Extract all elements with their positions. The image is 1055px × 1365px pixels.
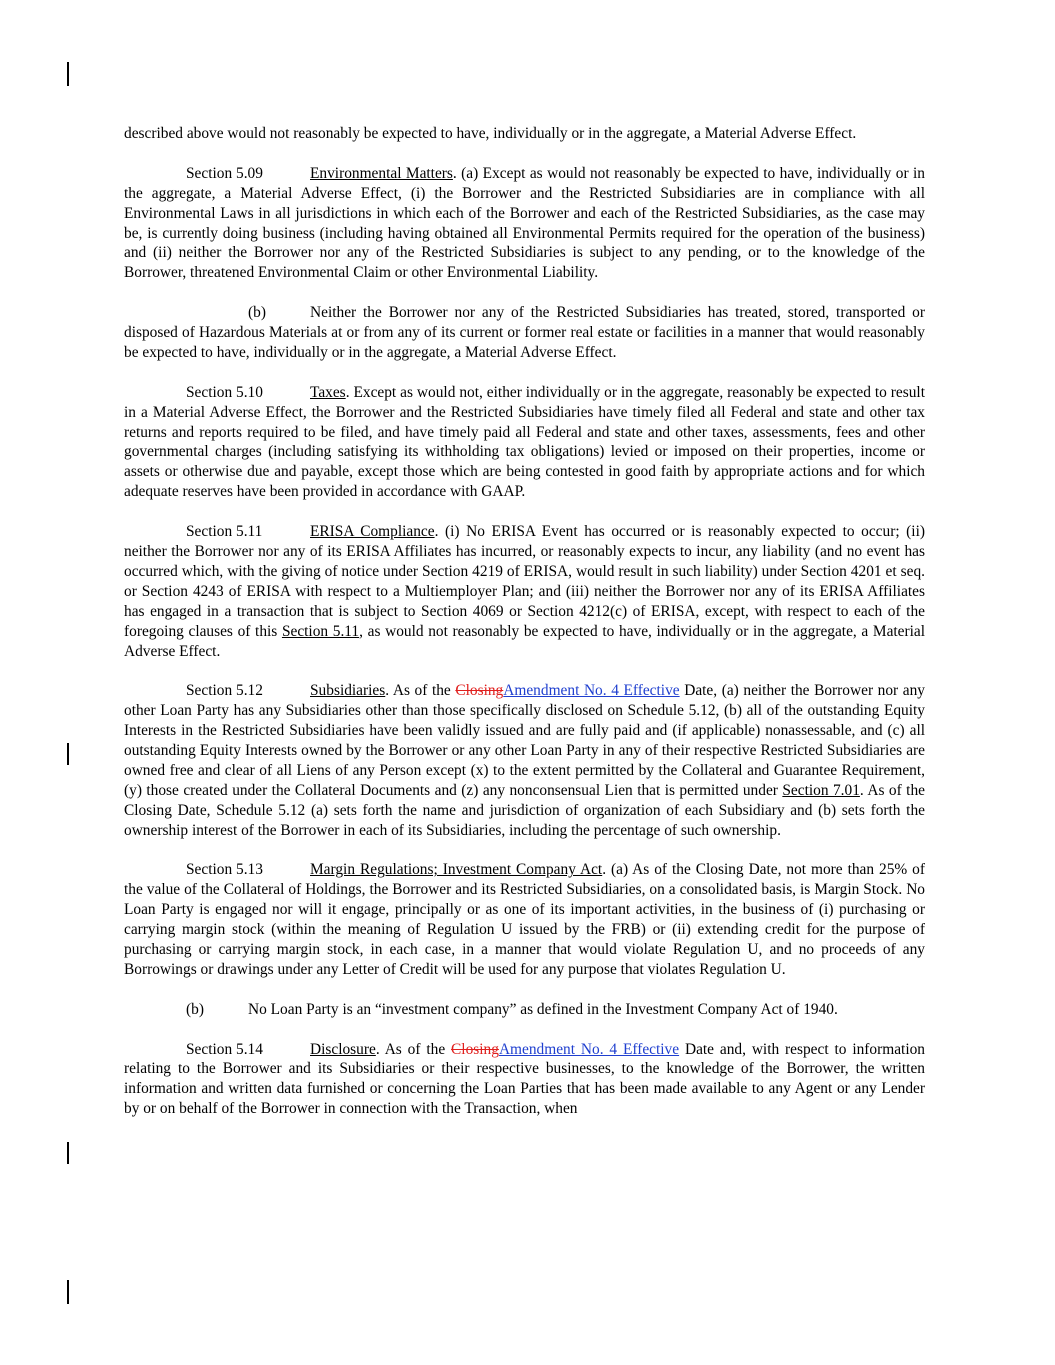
section-text-pre: . As of the <box>385 682 456 700</box>
change-bar-bottom <box>67 1280 69 1304</box>
section-heading: ERISA Compliance <box>310 523 435 541</box>
deleted-text: Closing <box>451 1040 499 1058</box>
change-bar-top <box>67 62 69 86</box>
inserted-text: Amendment No. 4 Effective <box>498 1040 680 1058</box>
section-5-09-b <box>124 303 925 363</box>
section-heading: Disclosure <box>310 1040 376 1058</box>
section-5-14 <box>124 1040 925 1120</box>
deleted-text: Closing <box>455 682 504 700</box>
section-number: Section 5.09 <box>186 164 263 182</box>
section-heading: Taxes <box>310 383 346 401</box>
section-reference: Section 7.01 <box>782 781 860 799</box>
change-bar-section-5-12 <box>67 743 69 765</box>
clause-text: Neither the Borrower nor any of the Restricted Subsidiaries has treated, stored, transported or disposed of Hazardous Materials at or from any of its current or former real estate or facilities in a manner that would reasonably be expected to have, individually or in the aggregate, a Material Adverse Effect. <box>124 304 925 361</box>
section-5-13 <box>124 860 925 979</box>
section-number: Section 5.12 <box>186 682 263 700</box>
section-5-13-b <box>124 1000 925 1020</box>
section-text: Date and, with respect to information relating to the Borrower and its Subsidiaries or their respective businesses, to the knowledge of the Borrower, the written information and written data furnished or concerning the Loan Parties that has been made available to any Agent or any Lender by or on behalf of the Borrower in connection with the Transaction, when <box>124 1040 925 1118</box>
section-text: . (a) As of the Closing Date, not more than 25% of the value of the Collateral of Holdings, the Borrower and its Restricted Subsidiaries, on a consolidated basis, is Margin Stock. No Loan Party is engaged nor will it engage, principally or as one of its important activities, in the business of (i) purchasing or carrying margin stock (within the meaning of Regulation U issued by the FRB) or (ii) extending credit for the purpose of purchasing or carrying margin stock, in each case, in a manner that would violate Regulation U, and no proceeds of any Borrowings or drawings under any Letter of Credit will be used for any purpose that violates Regulation U. <box>124 861 925 978</box>
clause-text: No Loan Party is an “investment company” as defined in the Investment Company Act of 1940. <box>248 1000 838 1018</box>
section-reference: Section 5.11 <box>281 622 360 640</box>
section-text: . Except as would not, either individually or in the aggregate, reasonably be expected to result in a Material Adverse Effect, the Borrower and the Restricted Subsidiaries have timely filed all Federal and state and other tax returns and reports required to be filed, and have timely paid all Federal and state and other taxes, assessments, fees and other governmental charges (including satisfying its withholding tax obligations) levied or imposed on their properties, income or assets or otherwise due and payable, except those which are being contested in good faith by appropriate actions and for which adequate reserves have been provided in accordance with GAAP. <box>124 383 925 501</box>
change-bar-section-5-14 <box>67 1142 69 1164</box>
section-5-10 <box>124 383 925 502</box>
section-5-11 <box>124 522 925 661</box>
section-5-09 <box>124 164 925 283</box>
section-text: . (a) Except as would not reasonably be expected to have, individually or in the aggregate, a Material Adverse Effect, (i) the Borrower and the Restricted Subsidiaries are in compliance with all Environmental Laws in all jurisdictions in which each of the Borrower and each of the Restricted Subsidiaries, as the case may be, is currently doing business (including having obtained all Environmental Permits required for the operation of the business) and (ii) neither the Borrower nor any of the Restricted Subsidiaries is subject to any pending, or to the knowledge of the Borrower, threatened Environmental Claim or other Environmental Liability. <box>124 164 925 282</box>
section-number: Section 5.11 <box>186 523 263 541</box>
clause-label: (b) <box>248 304 266 322</box>
section-text: . (i) No ERISA Event has occurred or is reasonably expected to occur; (ii) neither the Borrower nor any of its ERISA Affiliates has incurred, or reasonably expects to incur, any liability (and no event has occurred which, with the giving of notice under Section 4219 of ERISA, would result in such liability) under Section 4201 et seq. or Section 4243 of ERISA with respect to a Multiemployer Plan; and (iii) neither the Borrower nor any of its ERISA Affiliates has engaged in a transaction that is subject to Section 4069 or Section 4212(c) of ERISA, except, with respect to each of the foregoing clauses of this <box>124 523 925 640</box>
section-heading: Subsidiaries <box>310 682 386 700</box>
section-heading: Margin Regulations; Investment Company Act <box>310 861 603 879</box>
section-number: Section 5.10 <box>186 383 263 401</box>
section-heading: Environmental Matters <box>310 164 453 182</box>
document-page <box>124 124 925 1119</box>
section-text-cont: . As of the Closing Date, Schedule 5.12 (a) sets forth the name and jurisdiction of organization of each Subsidiary and (b) sets forth the ownership interest of the Borrower in each of its Subsidiaries, including the percentage of such ownership. <box>124 781 925 839</box>
clause-label: (b) <box>186 1000 204 1018</box>
section-number: Section 5.13 <box>186 861 263 879</box>
section-number: Section 5.14 <box>186 1040 263 1058</box>
section-5-12 <box>124 681 925 840</box>
section-text-pre: . As of the <box>375 1040 452 1058</box>
section-text: Date, (a) neither the Borrower nor any other Loan Party has any Subsidiaries other than those specifically disclosed on Schedule 5.12, (b) all of the outstanding Equity Interests in the Restricted Subsidiaries have been validly issued and are fully paid and (if applicable) nonassessable, and (c) all outstanding Equity Interests owned by the Borrower or any other Loan Party in any of their respective Restricted Subsidiaries are owned free and clear of all Liens of any Person except (x) to the extent permitted by the Collateral and Guarantee Requirement, (y) those created under the Collateral Documents and (z) any nonconsensual Lien that is permitted under <box>124 682 925 799</box>
inserted-text: Amendment No. 4 Effective <box>503 682 680 700</box>
section-text-cont: , as would not reasonably be expected to have, individually or in the aggregate, a Material Adverse Effect. <box>124 622 926 660</box>
paragraph-continuation: described above would not reasonably be expected to have, individually or in the aggregate, a Material Adverse Effect. <box>124 125 857 142</box>
